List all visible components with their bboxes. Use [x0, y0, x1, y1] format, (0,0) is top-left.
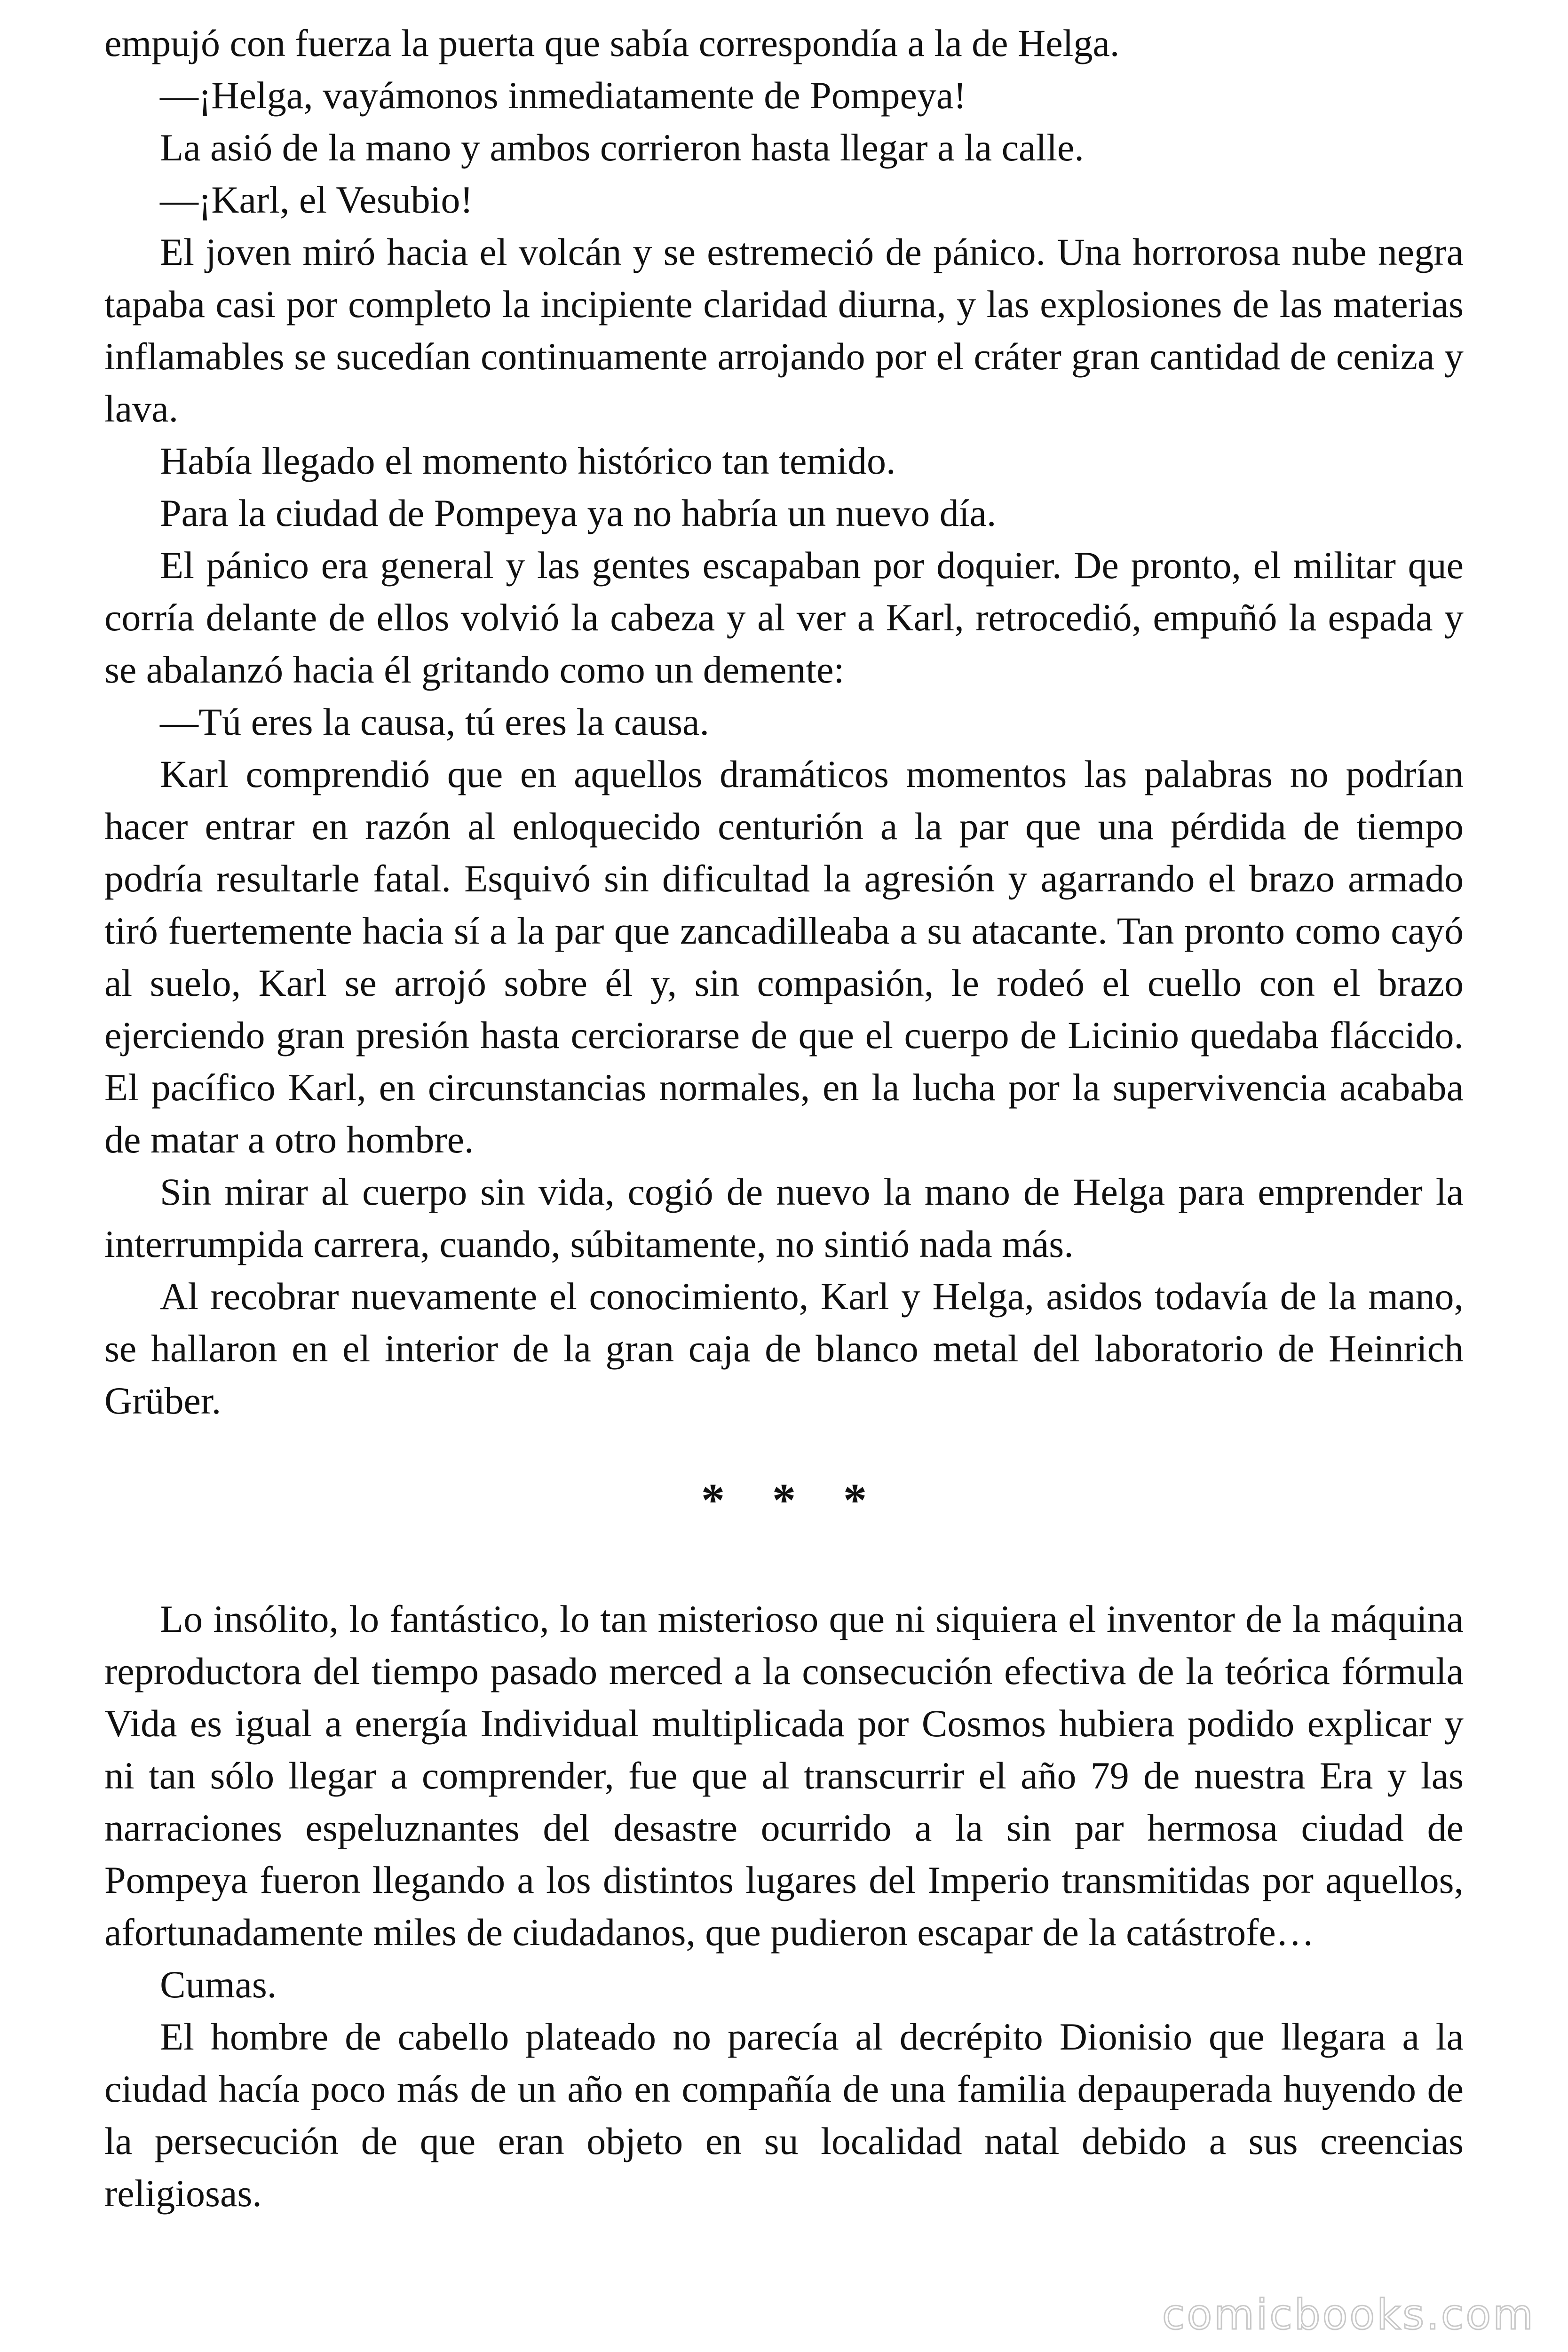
paragraph: Sin mirar al cuerpo sin vida, cogió de nuevo la mano de Helga para emprender la interrumpida carrera, cuando, súbitamente, no sintió nada más. [104, 1170, 1464, 1265]
paragraph: El joven miró hacia el volcán y se estremeció de pánico. Una horrorosa nube negra tapaba casi por completo la incipiente claridad diurna, y las explosiones de las materias inflamables se sucedían continuamente arrojando por el cráter gran cantidad de ceniza y lava. [104, 230, 1464, 430]
paragraph: El hombre de cabello plateado no parecía al decrépito Dionisio que llegara a la ciudad hacía poco más de un año en compañía de una familia depauperada huyendo de la persecución de que eran objeto en su localidad natal debido a sus creencias religiosas. [104, 2015, 1464, 2215]
paragraph: El pánico era general y las gentes escapaban por doquier. De pronto, el militar que corría delante de ellos volvió la cabeza y al ver a Karl, retrocedió, empuñó la espada y se abalanzó hacia él gritando como un demente: [104, 544, 1464, 691]
dialogue-line: —Tú eres la causa, tú eres la causa. [160, 700, 709, 743]
paragraph: Karl comprendió que en aquellos dramáticos momentos las palabras no podrían hacer entrar en razón al enloquecido centurión a la par que una pérdida de tiempo podría resultarle fatal. Esquivó sin dificultad la agresión y agarrando el brazo armado tiró fuertemente hacia sí a la par que zancadilleaba a su atacante. Tan pronto como cayó al suelo, Karl se arrojó sobre él y, sin compasión, le rodeó el cuello con el brazo ejerciendo gran presión hasta cerciorarse de que el cuerpo de Licinio quedaba fláccido. El pacífico Karl, en circunstancias normales, en la lucha por la supervivencia acababa de matar a otro hombre. [104, 753, 1464, 1161]
watermark: comicbooks.com [1162, 2290, 1535, 2339]
paragraph: Para la ciudad de Pompeya ya no habría un nuevo día. [160, 492, 997, 534]
paragraph: Al recobrar nuevamente el conocimiento, Karl y Helga, asidos todavía de la mano, se hallaron en el interior de la gran caja de blanco metal del laboratorio de Heinrich Grüber. [104, 1275, 1464, 1422]
paragraph: Lo insólito, lo fantástico, lo tan misterioso que ni siquiera el inventor de la máquina reproductora del tiempo pasado merced a la consecución efectiva de la teórica fórmula Vida es igual a energía Individual multiplicada por Cosmos hubiera podido explicar y ni tan sólo llegar a comprender, fue que al transcurrir el año 79 de nuestra Era y las narraciones espeluznantes del desastre ocurrido a la sin par hermosa ciudad de Pompeya fueron llegando a los distintos lugares del Imperio transmitidas por aquellos, afortunadamente miles de ciudadanos, que pudieron escapar de la catástrofe… [104, 1597, 1464, 1954]
paragraph: Había llegado el momento histórico tan temido. [160, 439, 896, 482]
paragraph: La asió de la mano y ambos corrieron hasta llegar a la calle. [160, 126, 1084, 169]
paragraph-continuation: empujó con fuerza la puerta que sabía correspondía a la de Helga. [104, 22, 1120, 64]
paragraph: Cumas. [160, 1963, 277, 2006]
section-separator: * * * [701, 1474, 885, 1526]
dialogue-line: —¡Helga, vayámonos inmediatamente de Pompeya! [160, 74, 966, 117]
book-page [104, 17, 1464, 2219]
dialogue-line: —¡Karl, el Vesubio! [160, 178, 473, 221]
